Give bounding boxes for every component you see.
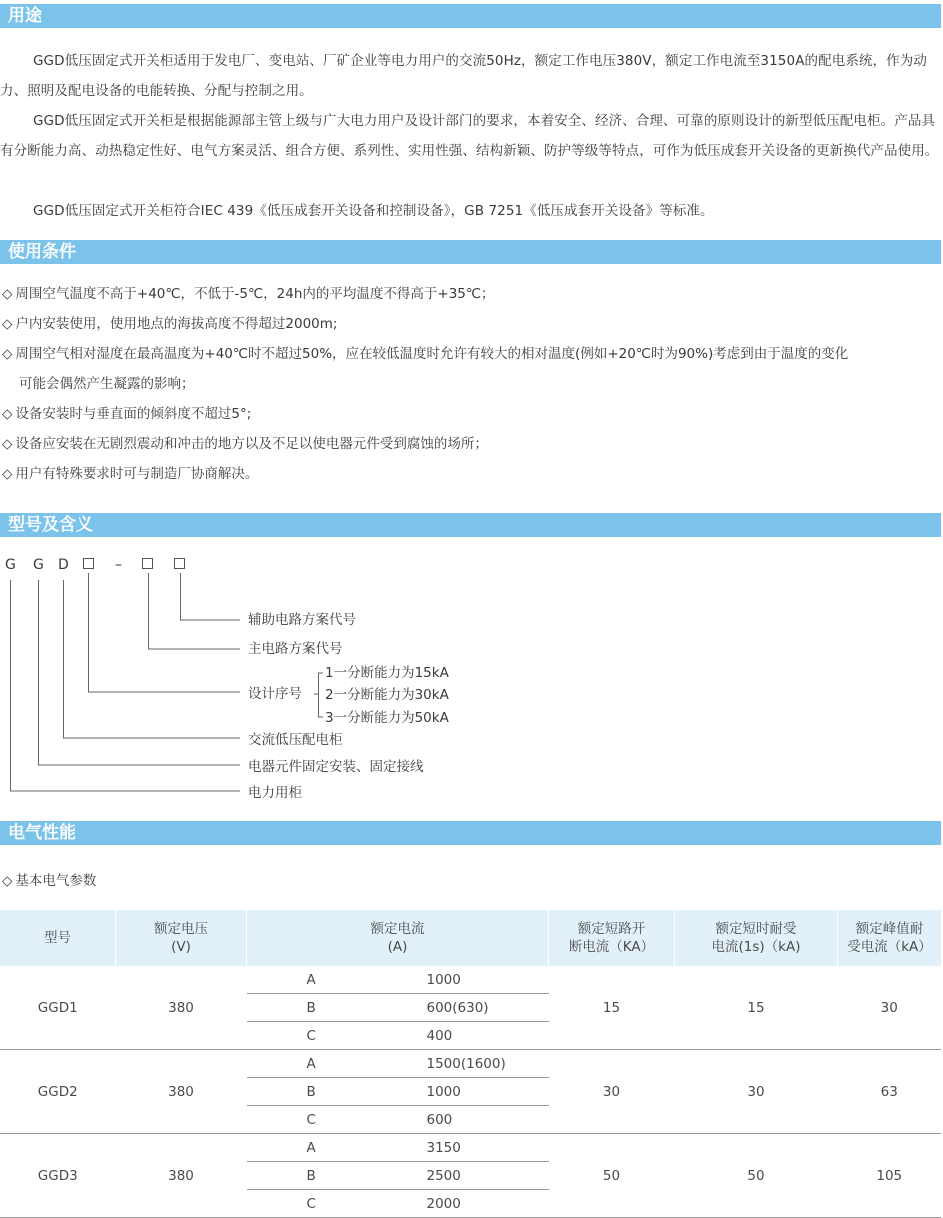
- condition-item: ◇ 用户有特殊要求时可与制造厂协商解决。: [2, 466, 259, 482]
- table-row: [0, 966, 941, 994]
- header-short-break: 额定短路开 断电流（KA）: [549, 910, 675, 966]
- cell-short-break: 15: [549, 966, 675, 1050]
- cell-current-value: 2500: [427, 1162, 549, 1190]
- usage-paragraph-3: GGD低压固定式开关柜符合IEC 439《低压成套开关设备和控制设备》，GB 7251《低压成套开关设备》等标准。: [33, 203, 714, 219]
- model-letter-g2: G: [33, 557, 44, 573]
- header-current: 额定电流 (A): [247, 910, 549, 966]
- condition-item: ◇ 设备应安装在无剧烈震动和冲击的地方以及不足以使电器元件受到腐蚀的场所；: [2, 436, 488, 452]
- electrical-params-table: [0, 910, 941, 1218]
- design-option-2: 2一分断能力为30kA: [325, 687, 449, 703]
- cell-current-value: 1000: [427, 1078, 549, 1106]
- cell-model: GGD3: [0, 1134, 116, 1218]
- model-placeholder-box: [83, 558, 94, 569]
- cell-current-value: 1500(1600): [427, 1050, 549, 1078]
- cell-current-value: 600(630): [427, 994, 549, 1022]
- model-placeholder-box: [174, 558, 185, 569]
- model-letter-d: D: [58, 557, 69, 573]
- cell-current-letter: B: [247, 1162, 427, 1190]
- cell-short-time: 30: [675, 1050, 838, 1134]
- design-number-label: 设计序号: [248, 686, 302, 702]
- condition-item: ◇ 户内安装使用，使用地点的海拔高度不得超过2000m;: [2, 316, 338, 332]
- power-cabinet-label: 电力用柜: [248, 785, 302, 801]
- diamond-bullet-icon: ◇: [2, 286, 13, 302]
- condition-item-continuation: 可能会偶然产生凝露的影响；: [19, 376, 195, 392]
- cell-current-letter: C: [247, 1022, 427, 1050]
- section-header-usage: 用途: [0, 4, 941, 28]
- model-placeholder-box: [142, 558, 153, 569]
- model-dash: –: [115, 557, 122, 573]
- cell-current-value: 400: [427, 1022, 549, 1050]
- condition-item: ◇ 周围空气相对湿度在最高温度为+40℃时不超过50%，应在较低温度时允许有较大的相对温度(例如+20℃时为90%)考虑到由于温度的变化: [2, 346, 849, 362]
- diamond-bullet-icon: ◇: [2, 436, 13, 452]
- cell-current-letter: A: [247, 1134, 427, 1162]
- cell-current-letter: A: [247, 1050, 427, 1078]
- diamond-bullet-icon: ◇: [2, 873, 13, 889]
- cell-voltage: 380: [116, 1050, 247, 1134]
- usage-paragraph-2: GGD低压固定式开关柜是根据能源部主管上级与广大电力用户及设计部门的要求，本着安全、经济、合理、可靠的原则设计的新型低压配电柜。产品具有分断能力高、动热稳定性好、电气方案灵活、组合方便、系列性、实用性强、结构新颖、防护等级等特点，可作为低压成套开关设备的更新换代产品使用。: [0, 113, 939, 159]
- fixed-install-label: 电器元件固定安装、固定接线: [248, 759, 424, 775]
- header-voltage: 额定电压 (V): [116, 910, 247, 966]
- cell-short-time: 50: [675, 1134, 838, 1218]
- cell-current-value: 600: [427, 1106, 549, 1134]
- cell-current-letter: A: [247, 966, 427, 994]
- section-header-conditions: 使用条件: [0, 240, 941, 264]
- condition-item: ◇ 周围空气温度不高于+40℃，不低于-5℃，24h内的平均温度不得高于+35℃；: [2, 286, 495, 302]
- cell-peak: 63: [838, 1050, 942, 1134]
- aux-circuit-label: 辅助电路方案代号: [248, 612, 356, 628]
- header-model: 型号: [0, 910, 116, 966]
- cell-current-letter: C: [247, 1106, 427, 1134]
- cell-short-break: 30: [549, 1050, 675, 1134]
- electrical-subheading: ◇ 基本电气参数: [2, 873, 97, 889]
- cell-current-value: 3150: [427, 1134, 549, 1162]
- header-short-time: 额定短时耐受 电流(1s)（kA): [675, 910, 838, 966]
- usage-paragraph-1: GGD低压固定式开关柜适用于发电厂、变电站、厂矿企业等电力用户的交流50Hz，额定工作电压380V，额定工作电流至3150A的配电系统，作为动力、照明及配电设备的电能转换、分配与控制之用。: [0, 53, 927, 99]
- design-option-1: 1一分断能力为15kA: [325, 665, 449, 681]
- diamond-bullet-icon: ◇: [2, 406, 13, 422]
- cell-current-value: 2000: [427, 1190, 549, 1218]
- section-header-electrical: 电气性能: [0, 821, 941, 845]
- cell-current-letter: B: [247, 994, 427, 1022]
- condition-item: ◇ 设备安装时与垂直面的倾斜度不超过5°;: [2, 406, 252, 422]
- table-row: [0, 1134, 941, 1162]
- table-row: [0, 1050, 941, 1078]
- ac-cabinet-label: 交流低压配电柜: [248, 732, 343, 748]
- cell-peak: 30: [838, 966, 942, 1050]
- cell-model: GGD2: [0, 1050, 116, 1134]
- section-header-model: 型号及含义: [0, 513, 941, 537]
- design-option-3: 3一分断能力为50kA: [325, 710, 449, 726]
- cell-short-time: 15: [675, 966, 838, 1050]
- cell-current-value: 1000: [427, 966, 549, 994]
- diamond-bullet-icon: ◇: [2, 466, 13, 482]
- cell-peak: 105: [838, 1134, 942, 1218]
- cell-current-letter: C: [247, 1190, 427, 1218]
- header-peak: 额定峰值耐 受电流（kA）: [838, 910, 942, 966]
- cell-voltage: 380: [116, 966, 247, 1050]
- table-header-row: [0, 910, 941, 966]
- main-circuit-label: 主电路方案代号: [248, 641, 343, 657]
- diamond-bullet-icon: ◇: [2, 316, 13, 332]
- diamond-bullet-icon: ◇: [2, 346, 13, 362]
- cell-current-letter: B: [247, 1078, 427, 1106]
- cell-short-break: 50: [549, 1134, 675, 1218]
- model-letter-g1: G: [5, 557, 16, 573]
- cell-model: GGD1: [0, 966, 116, 1050]
- cell-voltage: 380: [116, 1134, 247, 1218]
